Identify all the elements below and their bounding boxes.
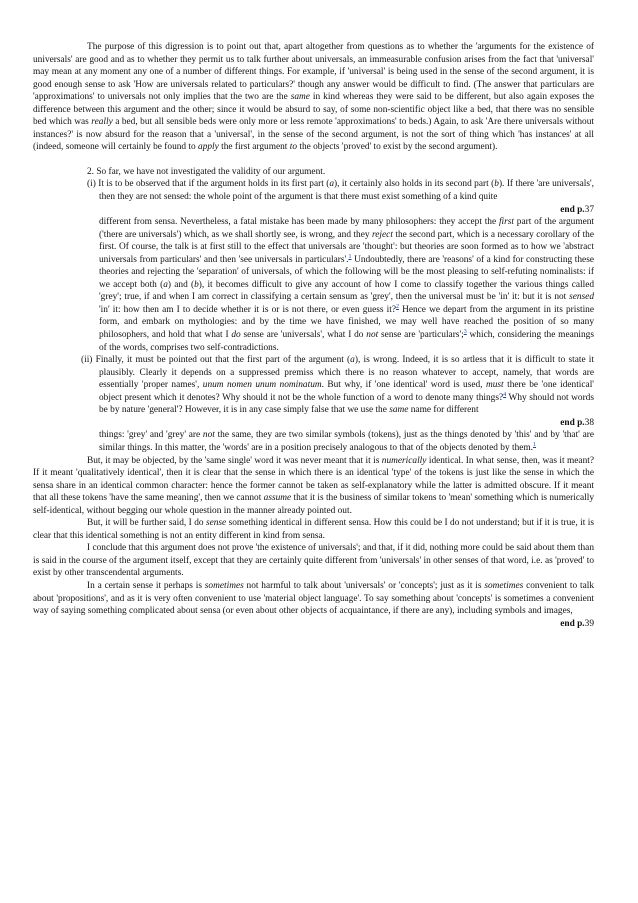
footnote-link[interactable]: 1 <box>348 253 352 260</box>
page-end-marker: end p.37 <box>560 204 594 215</box>
footnote-link[interactable]: 2 <box>395 303 399 310</box>
footnote-link[interactable]: 4 <box>503 391 507 398</box>
paragraph: things: 'grey' and 'grey' are not the same, they are two similar symbols (tokens), just as the things denoted by 'this' and by 'that' are similar things. In this matter, the 'words' are in a position precisely analogous to that of the objects denoted by them.$^1$ <box>99 430 594 453</box>
paragraph: The purpose of this digression is to point out that, apart altogether from questions as to whether the 'arguments for the existence of universals' are good and as to whether they permit us to talk further about universals, an immeasurable confusion arises from the fact that 'universal' may mean at any moment any one of a number of different things. For example, if 'universal' is being used in the sense of the second argument, it is good enough sense to ask 'How are universals related to particulars?' though any answer would be difficult to find. (The answer that particulars are 'approximations' to universals not only implies that the two are the same in kind whereas they were said to be different, but also again exposes the difference between this argument and the other; since it would be absurd to say, of some non-scientific object like a bed, that there was no sensible bed which was really a bed, but all sensible beds were only more or less remote 'approximations' to beds.) Again, to ask 'Are there universals without instances?' is now absurd for the reason that a 'universal', in the sense of the second argument, is not the sort of thing which 'has instances' at all (indeed, someone will certainly be found to apply the first argument to the objects 'proved' to exist by the second argument). <box>33 42 595 153</box>
page-end-marker: end p.39 <box>560 618 594 629</box>
paragraph-gap <box>33 154 594 166</box>
paragraph: In a certain sense it perhaps is sometimes not harmful to talk about 'universals' or 'concepts'; just as it is sometimes convenient to talk about 'propositions', and as it is very often convenient to use 'material object language'. To say something about 'concepts' is sometimes a convenient way of saying something complicated about sensa (or even about other objects of acquaintance, if there are any), including symbols and images, <box>33 580 594 617</box>
paragraph: (ii) Finally, it must be pointed out that the first part of the argument (a), is wrong. Indeed, it is so artless that it is difficult to state it plausibly. Clearly it depends on a suppressed premiss which there is no reason whatever to accept, namely, that words are essentially 'proper names', unum nomen unum nominatum. But why, if 'one identical' word is used, must there be 'one identical' object present which it denotes? Why should it not be the whole function of a word to denote many things?$^4$ Why should not words be by nature 'general'? However, it is in any case simply false that we use the same name for different <box>81 355 595 416</box>
paragraph: 2. So far, we have not investigated the validity of our argument. <box>87 166 326 177</box>
paragraph: But, it may be objected, by the 'same single' word it was never meant that it is numerically identical. In what sense, then, was it meant? If it meant 'qualitatively identical', then it is clear that the sense in which there is an identical 'type' of the tokens is just like the sense in which the sensa share in an identical common character: hence the former cannot be taken as self-explanatory while the latter is admitted obscure. If it meant that all these tokens 'have the same meaning', then we cannot assume that it is the business of similar tokens to 'mean' something which is numerically self-identical, without begging our whole question in the manner already pointed out. <box>33 455 595 516</box>
document-page <box>33 41 594 630</box>
footnote-link[interactable]: 1 <box>533 441 537 448</box>
paragraph: (i) It is to be observed that if the argument holds in its first part (a), it certainly also holds in its second part (b). If there 'are universals', then they are not sensed: the whole point of the argument is that there must exist something of a kind quite <box>87 179 595 203</box>
page-end-marker: end p.38 <box>560 417 594 428</box>
paragraph: I conclude that this argument does not prove 'the existence of universals'; and that, if it did, nothing more could be said about them than is said in the course of the argument itself, except that they are certainly quite different from 'universals' in other senses of that word, i.e. as 'proved' to exist by other transcendental arguments. <box>33 543 594 579</box>
paragraph: But, it will be further said, I do sense something identical in different sensa. How this could be I do not understand; but if it is true, it is clear that this identical something is not an entity different in kind from sensa. <box>33 518 594 541</box>
footnote-link[interactable]: 3 <box>463 328 467 335</box>
paragraph: different from sensa. Nevertheless, a fatal mistake has been made by many philosophers: they accept the first part of the argument ('there are universals') which, as we shall shortly see, is wrong, and they reject the second part, which is a necessary corollary of the first. Of course, the talk is at first still to the effect that universals are 'thought': but theories are soon formed as to how we 'abstract universals from particulars' and then 'see universals in particulars'.$^1$ Undoubtedly, there are 'reasons' of a kind for constructing these theories and rejecting the 'separation' of universals, of which the following will be the most pleasing to self-refuting nominalists: if we accept both (a) and (b), it becomes difficult to give any account of how I come to classify together the various things called 'grey'; true, if and when I am correct in classifying a certain sensum as 'grey', then the universal must be 'in' it: but it is not sensed 'in' it: how then am I to decide whether it is or is not there, or even guess it?$^2$ Hence we depart from the argument in its pristine form, and embark on mythologies: and by the time we have finished, we may well have reached the position of so many philosophers, and hold that what I do sense are 'universals', what I do not sense are 'particulars';$^3$ which, considering the meanings of the words, comprises two self-contradictions. <box>99 217 595 353</box>
